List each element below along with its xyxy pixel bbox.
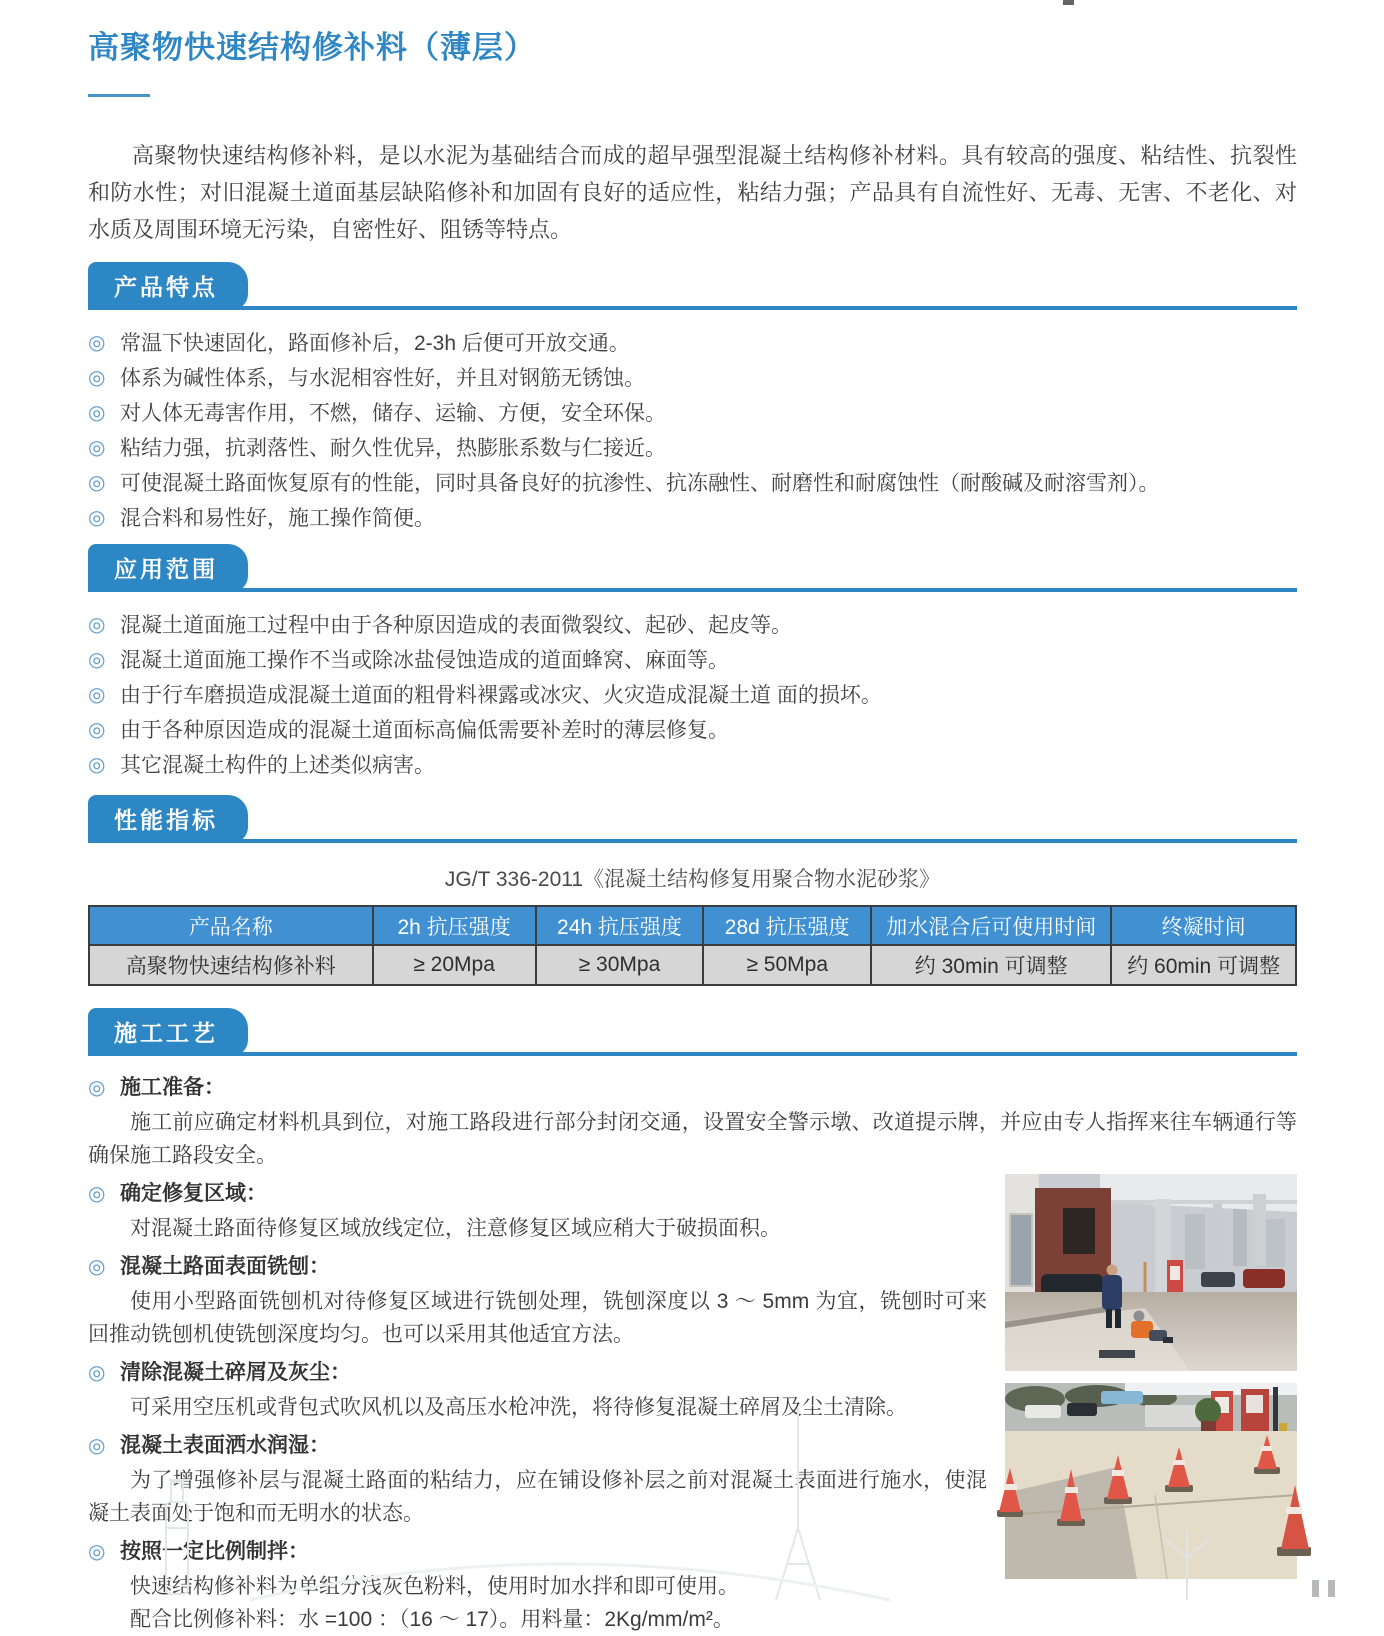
section-badge-process: 施工工艺 bbox=[88, 1008, 248, 1056]
list-item bbox=[88, 643, 1297, 678]
list-item bbox=[88, 361, 1297, 396]
list-item bbox=[88, 501, 1297, 536]
step-body: 使用小型路面铣刨机对待修复区域进行铣刨处理，铣刨深度以 3 ～ 5mm 为宜，铣刨时可来回推动铣刨机使铣刨深度均匀。也可以采用其他适宜方法。 bbox=[88, 1290, 987, 1346]
section-badge-applications: 应用范围 bbox=[88, 544, 248, 592]
table-header-cell: 2h 抗压强度 bbox=[373, 906, 536, 945]
list-item bbox=[88, 608, 1297, 643]
table-header-cell: 终凝时间 bbox=[1111, 906, 1296, 945]
section-rule bbox=[88, 306, 1297, 310]
bullet-icon: ◎ bbox=[88, 472, 106, 494]
list-item-text: 其它混凝土构件的上述类似病害。 bbox=[120, 754, 435, 777]
features-list bbox=[88, 326, 1297, 536]
bullet-icon: ◎ bbox=[88, 1541, 106, 1563]
step-heading bbox=[88, 1249, 987, 1285]
step-body: 施工前应确定材料机具到位，对施工路段进行部分封闭交通，设置安全警示墩、改道提示牌，并应由专人指挥来往车辆通行等确保施工路段安全。 bbox=[88, 1111, 1297, 1167]
table-cell: ≥ 50Mpa bbox=[703, 945, 871, 985]
list-item bbox=[88, 748, 1297, 783]
bullet-icon: ◎ bbox=[88, 754, 106, 776]
bullet-icon: ◎ bbox=[88, 614, 106, 636]
table-cell: 约 60min 可调整 bbox=[1111, 945, 1296, 985]
list-item-text: 体系为碱性体系，与水泥相容性好，并且对钢筋无锈蚀。 bbox=[120, 367, 645, 390]
section-rule bbox=[88, 839, 1297, 843]
watermark-bars bbox=[1312, 1580, 1335, 1602]
bullet-icon: ◎ bbox=[88, 332, 106, 354]
step-heading bbox=[88, 1070, 1297, 1106]
table-header-cell: 24h 抗压强度 bbox=[536, 906, 704, 945]
intro-paragraph: 高聚物快速结构修补料，是以水泥为基础结合而成的超早强型混凝土结构修补材料。具有较高的强度、粘结性、抗裂性和防水性；对旧混凝土道面基层缺陷修补和加固有良好的适应性，粘结力强；产品具有自流性好、无毒、无害、不老化、对水质及周围环境无污染，自密性好、阻锈等特点。 bbox=[88, 143, 1297, 242]
section-badge-performance: 性能指标 bbox=[88, 795, 248, 843]
section-process bbox=[88, 1008, 1297, 1636]
table-row bbox=[89, 945, 1296, 985]
step-body: 快速结构修补料为单组分浅灰色粉料，使用时加水拌和即可使用。 bbox=[130, 1575, 739, 1598]
section-badge-features: 产品特点 bbox=[88, 262, 248, 310]
table-cell: 高聚物快速结构修补料 bbox=[89, 945, 373, 985]
list-item-text: 可使混凝土路面恢复原有的性能，同时具备良好的抗渗性、抗冻融性、耐磨性和耐腐蚀性（耐酸碱及耐溶雪剂）。 bbox=[120, 472, 1160, 495]
list-item-text: 混凝土道面施工过程中由于各种原因造成的表面微裂纹、起砂、起皮等。 bbox=[120, 614, 792, 637]
list-item-text: 混凝土道面施工操作不当或除冰盐侵蚀造成的道面蜂窝、麻面等。 bbox=[120, 649, 729, 672]
step-heading bbox=[88, 1355, 987, 1391]
section-rule bbox=[88, 1052, 1297, 1056]
list-item bbox=[88, 431, 1297, 466]
list-item-text: 常温下快速固化，路面修补后，2-3h 后便可开放交通。 bbox=[120, 332, 630, 355]
table-cell: ≥ 20Mpa bbox=[373, 945, 536, 985]
list-item-text: 由于行车磨损造成混凝土道面的粗骨料裸露或冰灾、火灾造成混凝土道 面的损坏。 bbox=[120, 684, 882, 707]
applications-list bbox=[88, 608, 1297, 783]
list-item-text: 对人体无毒害作用，不燃，储存、运输、方便，安全环保。 bbox=[120, 402, 666, 425]
step-body: 配合比例修补料：水 =100 ：（16 ～ 17）。用料量：2Kg/mm/m²。 bbox=[130, 1608, 734, 1631]
photo-construction-site bbox=[1005, 1174, 1297, 1371]
bullet-icon: ◎ bbox=[88, 437, 106, 459]
bullet-icon: ◎ bbox=[88, 367, 106, 389]
table-header-cell: 28d 抗压强度 bbox=[703, 906, 871, 945]
step-label: 施工准备： bbox=[120, 1076, 225, 1099]
bullet-icon: ◎ bbox=[88, 1362, 106, 1384]
section-rule bbox=[88, 588, 1297, 592]
list-item bbox=[88, 396, 1297, 431]
process-photo-column bbox=[1005, 1174, 1297, 1579]
list-item bbox=[88, 326, 1297, 361]
table-header-cell: 产品名称 bbox=[89, 906, 373, 945]
step-heading bbox=[88, 1176, 987, 1212]
bullet-icon: ◎ bbox=[88, 1077, 106, 1099]
list-item-text: 由于各种原因造成的混凝土道面标高偏低需要补差时的薄层修复。 bbox=[120, 719, 729, 742]
step-body: 对混凝土路面待修复区域放线定位，注意修复区域应稍大于破损面积。 bbox=[130, 1217, 781, 1240]
bullet-icon: ◎ bbox=[88, 1183, 106, 1205]
list-item bbox=[88, 466, 1297, 501]
bullet-icon: ◎ bbox=[88, 1256, 106, 1278]
bullet-icon: ◎ bbox=[88, 719, 106, 741]
section-performance bbox=[88, 795, 1297, 986]
table-cell: 约 30min 可调整 bbox=[871, 945, 1111, 985]
step-label: 按照一定比例制拌： bbox=[120, 1540, 309, 1563]
bullet-icon: ◎ bbox=[88, 684, 106, 706]
bullet-icon: ◎ bbox=[88, 507, 106, 529]
section-features bbox=[88, 262, 1297, 536]
performance-table bbox=[88, 905, 1297, 986]
table-caption: JG/T 336-2011《混凝土结构修复用聚合物水泥砂浆》 bbox=[444, 868, 941, 891]
table-header-row bbox=[89, 906, 1296, 945]
step-label: 混凝土路面表面铣刨： bbox=[120, 1255, 330, 1278]
step-label: 混凝土表面洒水润湿： bbox=[120, 1434, 330, 1457]
step-heading bbox=[88, 1428, 987, 1464]
bullet-icon: ◎ bbox=[88, 402, 106, 424]
list-item-text: 混合料和易性好，施工操作简便。 bbox=[120, 507, 435, 530]
list-item-text: 粘结力强，抗剥落性、耐久性优异，热膨胀系数与仁接近。 bbox=[120, 437, 666, 460]
table-header-cell: 加水混合后可使用时间 bbox=[871, 906, 1111, 945]
bullet-icon: ◎ bbox=[88, 1435, 106, 1457]
list-item bbox=[88, 713, 1297, 748]
bullet-icon: ◎ bbox=[88, 649, 106, 671]
step-label: 确定修复区域： bbox=[120, 1182, 267, 1205]
page-top-mark bbox=[1063, 0, 1074, 5]
table-cell: ≥ 30Mpa bbox=[536, 945, 704, 985]
step-body: 为了增强修补层与混凝土路面的粘结力，应在铺设修补层之前对混凝土表面进行施水，使混凝土表面处于饱和而无明水的状态。 bbox=[88, 1469, 987, 1525]
section-applications bbox=[88, 544, 1297, 783]
title-dash bbox=[88, 94, 150, 97]
step-label: 清除混凝土碎屑及灰尘： bbox=[120, 1361, 351, 1384]
page-title: 高聚物快速结构修补料（薄层） bbox=[88, 30, 536, 65]
step-heading bbox=[88, 1534, 987, 1570]
step-body: 可采用空压机或背包式吹风机以及高压水枪冲洗，将待修复混凝土碎屑及尘土清除。 bbox=[130, 1396, 907, 1419]
photo-repaired-pavement bbox=[1005, 1383, 1297, 1579]
content-area bbox=[88, 0, 1297, 1636]
list-item bbox=[88, 678, 1297, 713]
process-content bbox=[88, 1070, 1297, 1636]
